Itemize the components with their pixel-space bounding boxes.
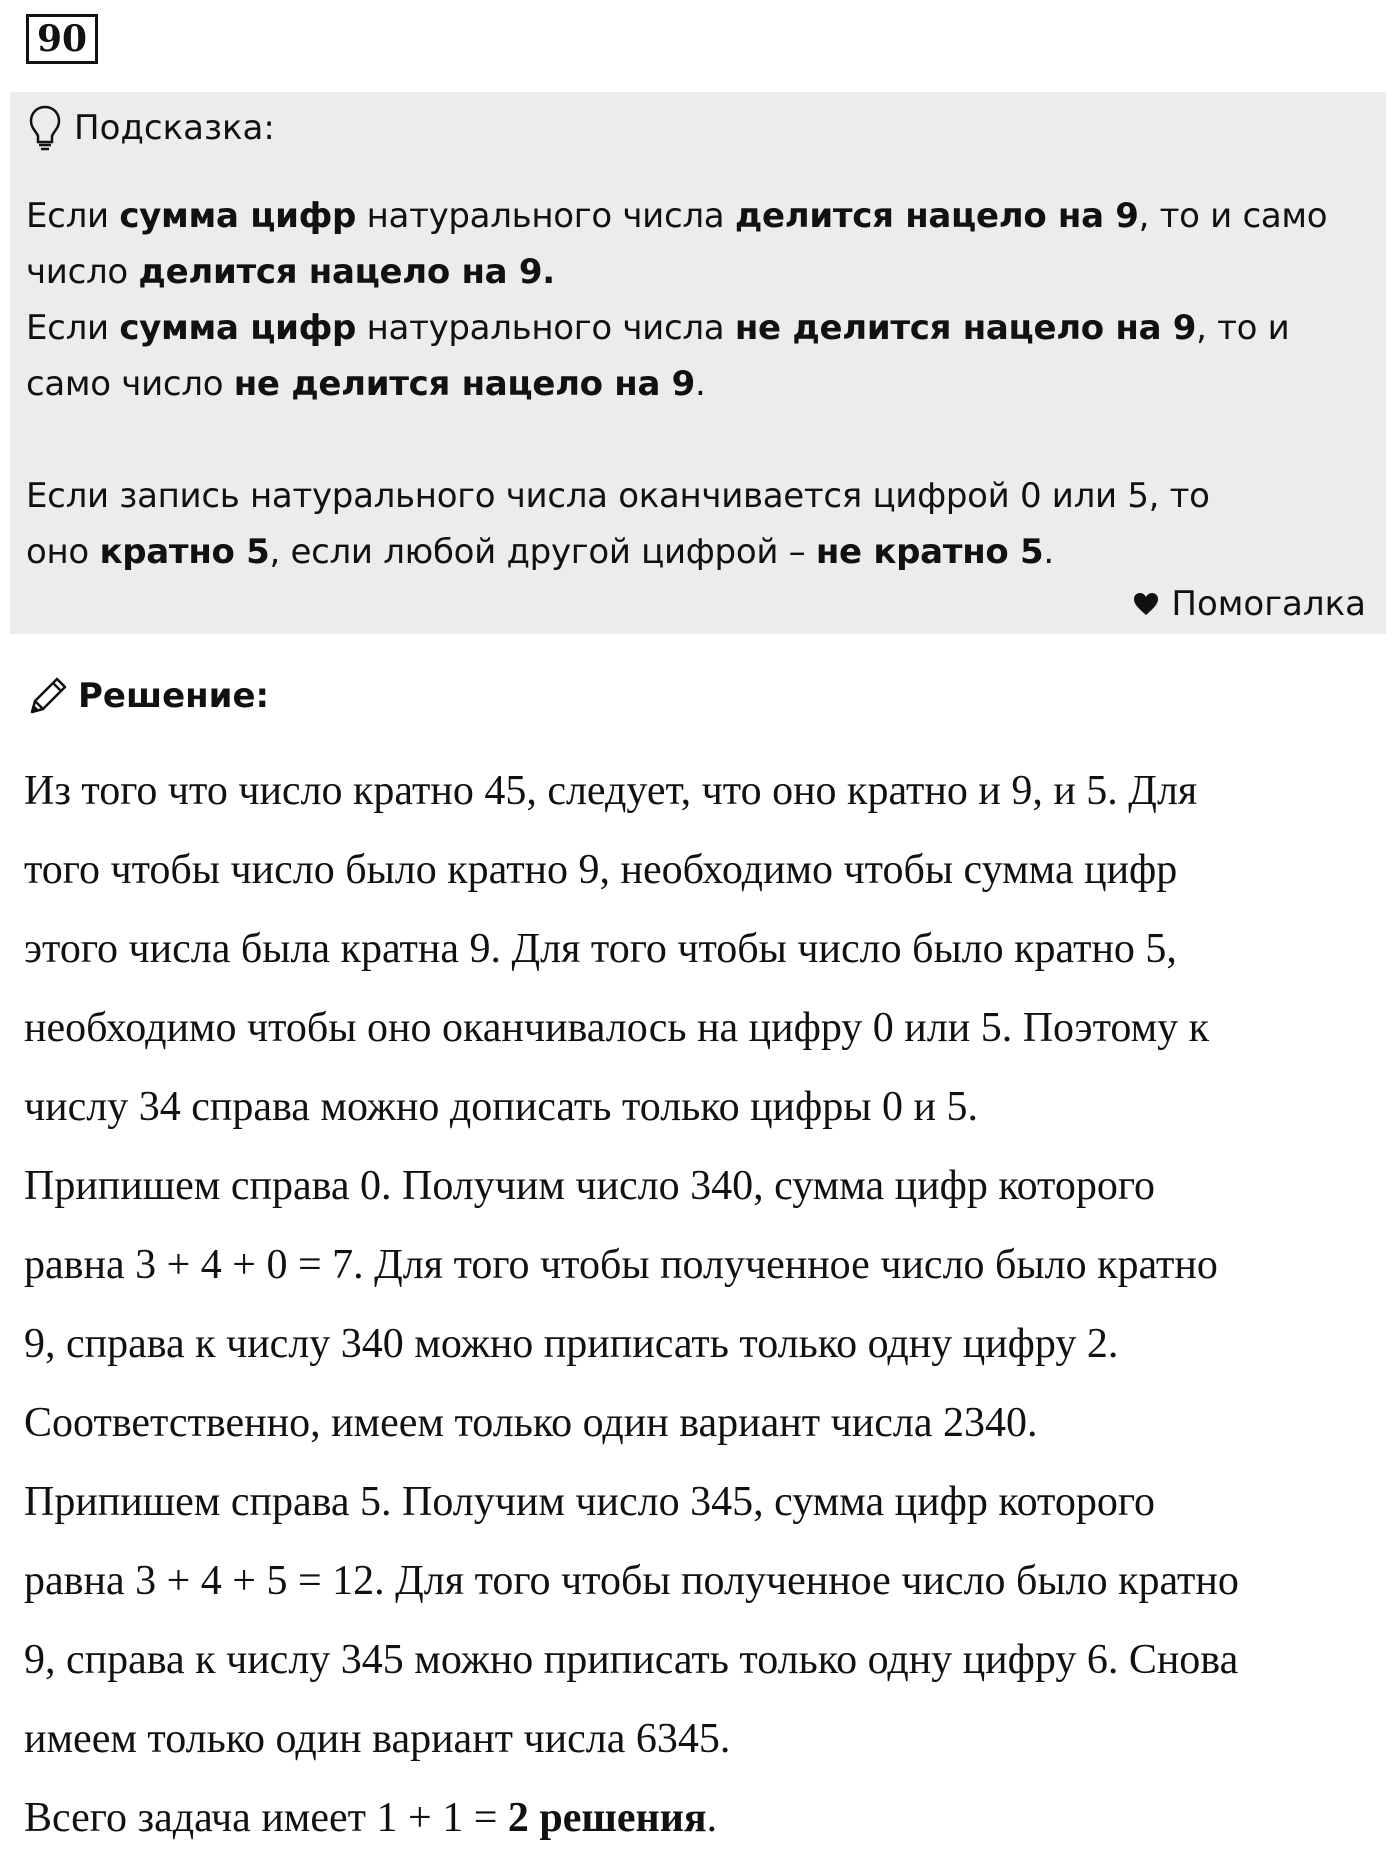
solution-title: Решение: <box>78 676 270 716</box>
text-run: 9, справа к числу 345 можно приписать только одну цифру 6. Снова <box>24 1637 1239 1683</box>
solution-line <box>24 1226 1384 1305</box>
text-run: Припишем справа 5. Получим число 345, сумма цифр которого <box>24 1479 1156 1525</box>
bold-text: не делится нацело на 9 <box>233 364 696 404</box>
problem-number: 90 <box>26 14 98 64</box>
solution-line <box>24 1621 1384 1700</box>
hint-header <box>28 100 275 156</box>
hint-line <box>26 188 1376 244</box>
text-run: Если запись натурального числа оканчивается цифрой 0 или 5, то <box>26 476 1210 516</box>
text-run: 9, справа к числу 340 можно приписать только одну цифру 2. <box>24 1321 1119 1367</box>
text-run: , если любой другой цифрой – <box>269 532 816 572</box>
text-run: . <box>1043 532 1054 572</box>
text-run: Соответственно, имеем только один вариант числа 2340. <box>24 1400 1038 1446</box>
solution-line <box>24 1779 1384 1858</box>
solution-line <box>24 1542 1384 1621</box>
text-run: . <box>695 364 706 404</box>
lightbulb-icon <box>28 104 62 152</box>
hint-line <box>26 468 1376 524</box>
text-run: Всего задача имеет 1 + 1 = <box>24 1795 508 1841</box>
solution-line <box>24 1463 1384 1542</box>
text-run: этого числа была кратна 9. Для того чтобы число было кратно 5, <box>24 926 1177 972</box>
text-run: число <box>26 252 139 292</box>
bold-text: делится нацело на 9 <box>734 196 1139 236</box>
solution-line <box>24 831 1384 910</box>
text-run: , то и само <box>1138 196 1328 236</box>
credit <box>1133 578 1366 630</box>
text-run: Из того что число кратно 45, следует, что оно кратно и 9, и 5. Для <box>24 768 1198 814</box>
hint-line <box>26 356 1376 412</box>
text-run: имеем только один вариант числа 6345. <box>24 1716 731 1762</box>
text-run: Если <box>26 308 120 348</box>
solution-line <box>24 1068 1384 1147</box>
solution-line <box>24 989 1384 1068</box>
text-run: натурального числа <box>356 308 735 348</box>
text-run: равна 3 + 4 + 0 = 7. Для того чтобы полученное число было кратно <box>24 1242 1218 1288</box>
solution-header <box>26 668 269 724</box>
text-run: Если <box>26 196 120 236</box>
bold-text: кратно 5 <box>99 532 270 572</box>
bold-text: делится нацело на 9. <box>138 252 555 292</box>
text-run: необходимо чтобы оно оканчивалось на цифру 0 или 5. Поэтому к <box>24 1005 1210 1051</box>
heart-icon <box>1133 592 1159 616</box>
text-run: Припишем справа 0. Получим число 340, сумма цифр которого <box>24 1163 1156 1209</box>
hint-line <box>26 412 1376 468</box>
solution-line <box>24 1700 1384 1779</box>
text-run: , то и <box>1196 308 1290 348</box>
hint-line <box>26 524 1376 580</box>
hint-text <box>26 188 1376 580</box>
text-run: числу 34 справа можно дописать только цифры 0 и 5. <box>24 1084 978 1130</box>
text-run: оно <box>26 532 100 572</box>
solution-body <box>24 752 1384 1858</box>
bold-text: сумма цифр <box>119 196 357 236</box>
solution-line <box>24 752 1384 831</box>
bold-text: не кратно 5 <box>815 532 1044 572</box>
bold-text: 2 решения <box>507 1795 707 1841</box>
hint-line <box>26 244 1376 300</box>
hint-box <box>10 92 1386 634</box>
solution-line <box>24 910 1384 989</box>
hint-title: Подсказка: <box>74 108 275 148</box>
solution-line <box>24 1147 1384 1226</box>
text-run: натурального числа <box>356 196 735 236</box>
text-run: само число <box>26 364 234 404</box>
solution-line <box>24 1305 1384 1384</box>
hint-line <box>26 300 1376 356</box>
text-run: . <box>706 1795 718 1841</box>
bold-text: не делится нацело на 9 <box>734 308 1197 348</box>
pencil-icon <box>26 674 70 718</box>
credit-label: Помогалка <box>1171 584 1366 624</box>
bold-text: сумма цифр <box>119 308 357 348</box>
text-run: равна 3 + 4 + 5 = 12. Для того чтобы полученное число было кратно <box>24 1558 1239 1604</box>
text-run: того чтобы число было кратно 9, необходимо чтобы сумма цифр <box>24 847 1178 893</box>
solution-line <box>24 1384 1384 1463</box>
